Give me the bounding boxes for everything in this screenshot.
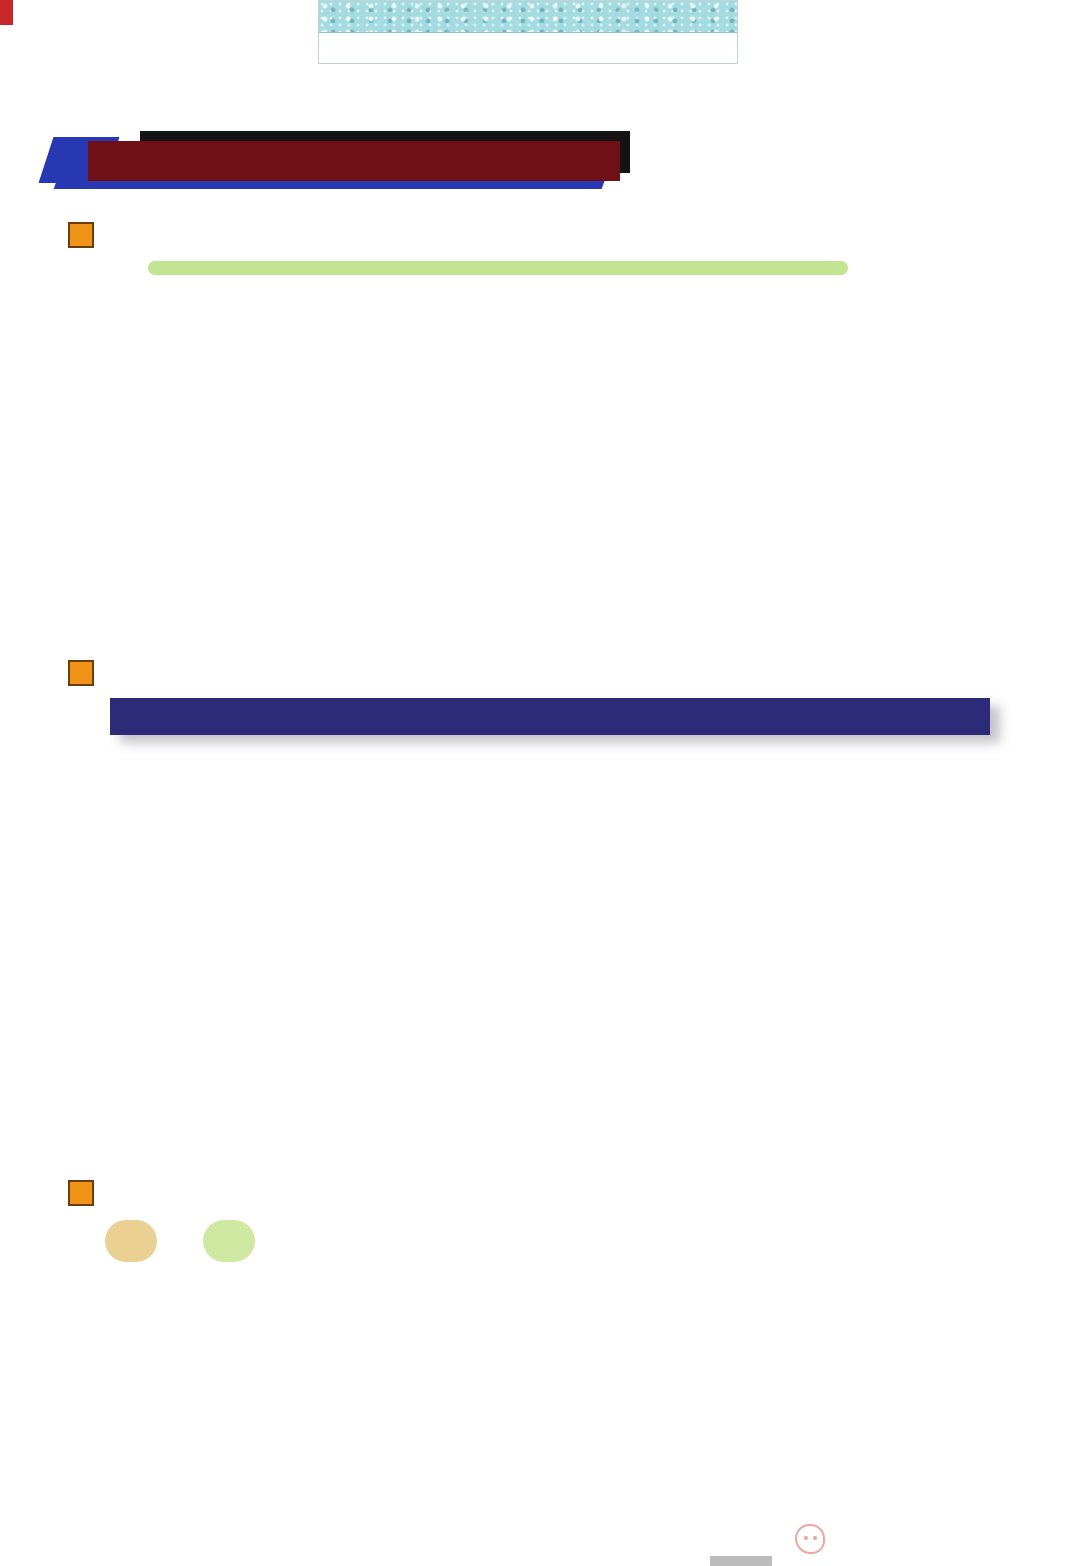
verb-bank <box>105 1220 157 1262</box>
scan-corner-mark <box>0 0 13 25</box>
exercise-1-badge <box>68 222 94 248</box>
exercise-3 <box>68 1180 996 1287</box>
exercise-3-badge <box>68 1180 94 1206</box>
unit-header-title <box>319 33 737 65</box>
unit-header-photo <box>319 1 737 33</box>
table-header-row <box>110 698 990 735</box>
exercise-1 <box>68 222 996 285</box>
unit-header-box <box>318 0 738 64</box>
section-banner <box>74 131 630 191</box>
watermark-mascot-icon <box>795 1524 825 1554</box>
exercise-2-badge <box>68 660 94 686</box>
banner-red-layer <box>88 141 620 181</box>
bottom-gray-strip <box>710 1556 772 1566</box>
particle-bank <box>203 1220 255 1262</box>
exercise-2 <box>68 660 996 735</box>
ex1-word-bank <box>148 261 848 275</box>
watermark <box>795 1524 833 1554</box>
definitions-table <box>110 698 990 735</box>
